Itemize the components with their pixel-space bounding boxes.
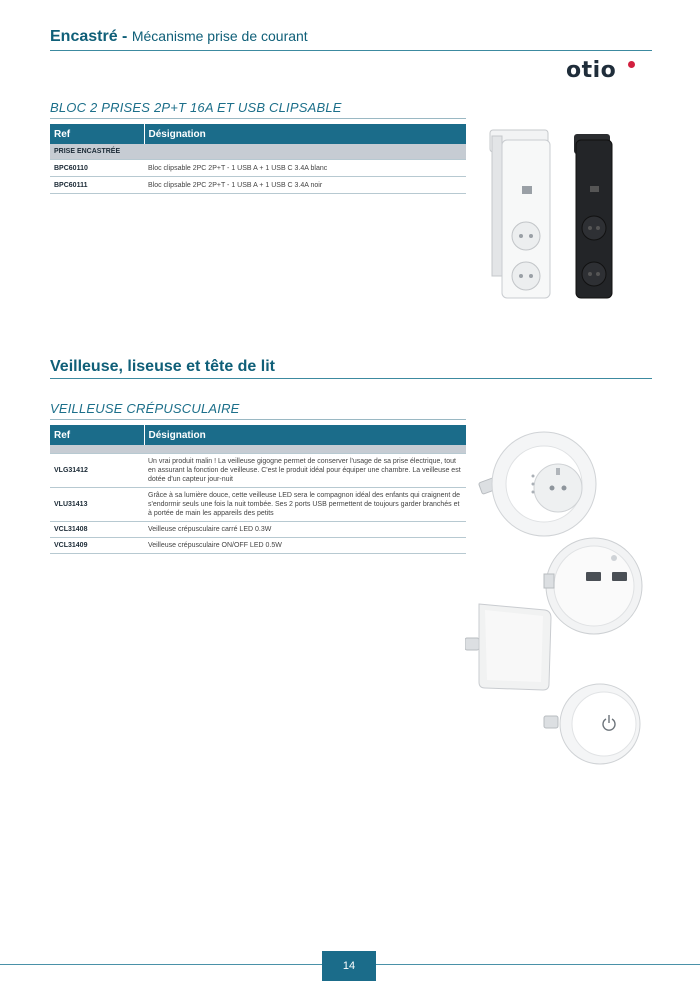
product-ref: VLG31412 xyxy=(50,453,144,487)
table-row xyxy=(50,522,466,538)
product-ref: BPC60110 xyxy=(50,160,144,177)
table-header-row xyxy=(50,425,466,445)
table-row xyxy=(50,487,466,521)
onoff-nightlight-image xyxy=(542,680,642,770)
page-header xyxy=(50,28,652,46)
column-header-designation: Désignation xyxy=(144,425,466,445)
product-designation: Bloc clipsable 2PC 2P+T - 1 USB A + 1 USB C 3.4A blanc xyxy=(144,160,466,177)
brand-logo-dot xyxy=(628,61,635,68)
product-ref: VLU31413 xyxy=(50,487,144,521)
product-ref: VCL31409 xyxy=(50,538,144,554)
product-designation: Veilleuse crépusculaire ON/OFF LED 0.5W xyxy=(144,538,466,554)
section-subtitle-bloc: BLOC 2 PRISES 2P+T 16A ET USB CLIPSABLE xyxy=(50,100,342,115)
header-divider xyxy=(50,50,652,51)
column-header-ref: Ref xyxy=(50,425,144,445)
page-number: 14 xyxy=(322,951,376,981)
product-designation: Grâce à sa lumière douce, cette veilleuse LED sera le compagnon idéal des enfants qui craignent de s'endormir seuls une fois la nuit tombée. Ses 2 ports USB permettent de toujours garder branchés et à portée de main les appareils des petits xyxy=(144,487,466,521)
group-label: PRISE ENCASTRÉE xyxy=(50,144,466,160)
table-row xyxy=(50,453,466,487)
section-title-divider xyxy=(50,378,652,379)
product-designation: Veilleuse crépusculaire carré LED 0.3W xyxy=(144,522,466,538)
page-title: Encastré - xyxy=(50,28,128,45)
section-subtitle-veilleuse: VEILLEUSE CRÉPUSCULAIRE xyxy=(50,401,240,416)
section-subtitle-divider xyxy=(50,118,466,119)
brand-logo-text: otio xyxy=(566,58,617,83)
product-table-veilleuse xyxy=(50,425,466,554)
section-title-veilleuse: Veilleuse, liseuse et tête de lit xyxy=(50,358,275,375)
column-header-designation: Désignation xyxy=(144,124,466,144)
clip-socket-block-image xyxy=(488,128,613,306)
table-row xyxy=(50,538,466,554)
table-header-row xyxy=(50,124,466,144)
table-row xyxy=(50,160,466,177)
product-ref: VCL31408 xyxy=(50,522,144,538)
table-row xyxy=(50,177,466,194)
section-subtitle-divider xyxy=(50,419,466,420)
nightlight-socket-image xyxy=(478,428,608,546)
brand-logo xyxy=(566,58,646,90)
product-table-bloc xyxy=(50,124,466,194)
table-band-row xyxy=(50,445,466,453)
page-subtitle: Mécanisme prise de courant xyxy=(131,28,308,44)
column-header-ref: Ref xyxy=(50,124,144,144)
table-group-row xyxy=(50,144,466,160)
product-ref: BPC60111 xyxy=(50,177,144,194)
product-designation: Bloc clipsable 2PC 2P+T - 1 USB A + 1 USB C 3.4A noir xyxy=(144,177,466,194)
product-designation: Un vrai produit malin ! La veilleuse gigogne permet de conserver l'usage de sa prise électrique, tout en assurant la fonction de veilleuse. C'est le produit idéal pour équiper une chambre. La veilleuse est dotée d'un capteur jour-nuit xyxy=(144,453,466,487)
